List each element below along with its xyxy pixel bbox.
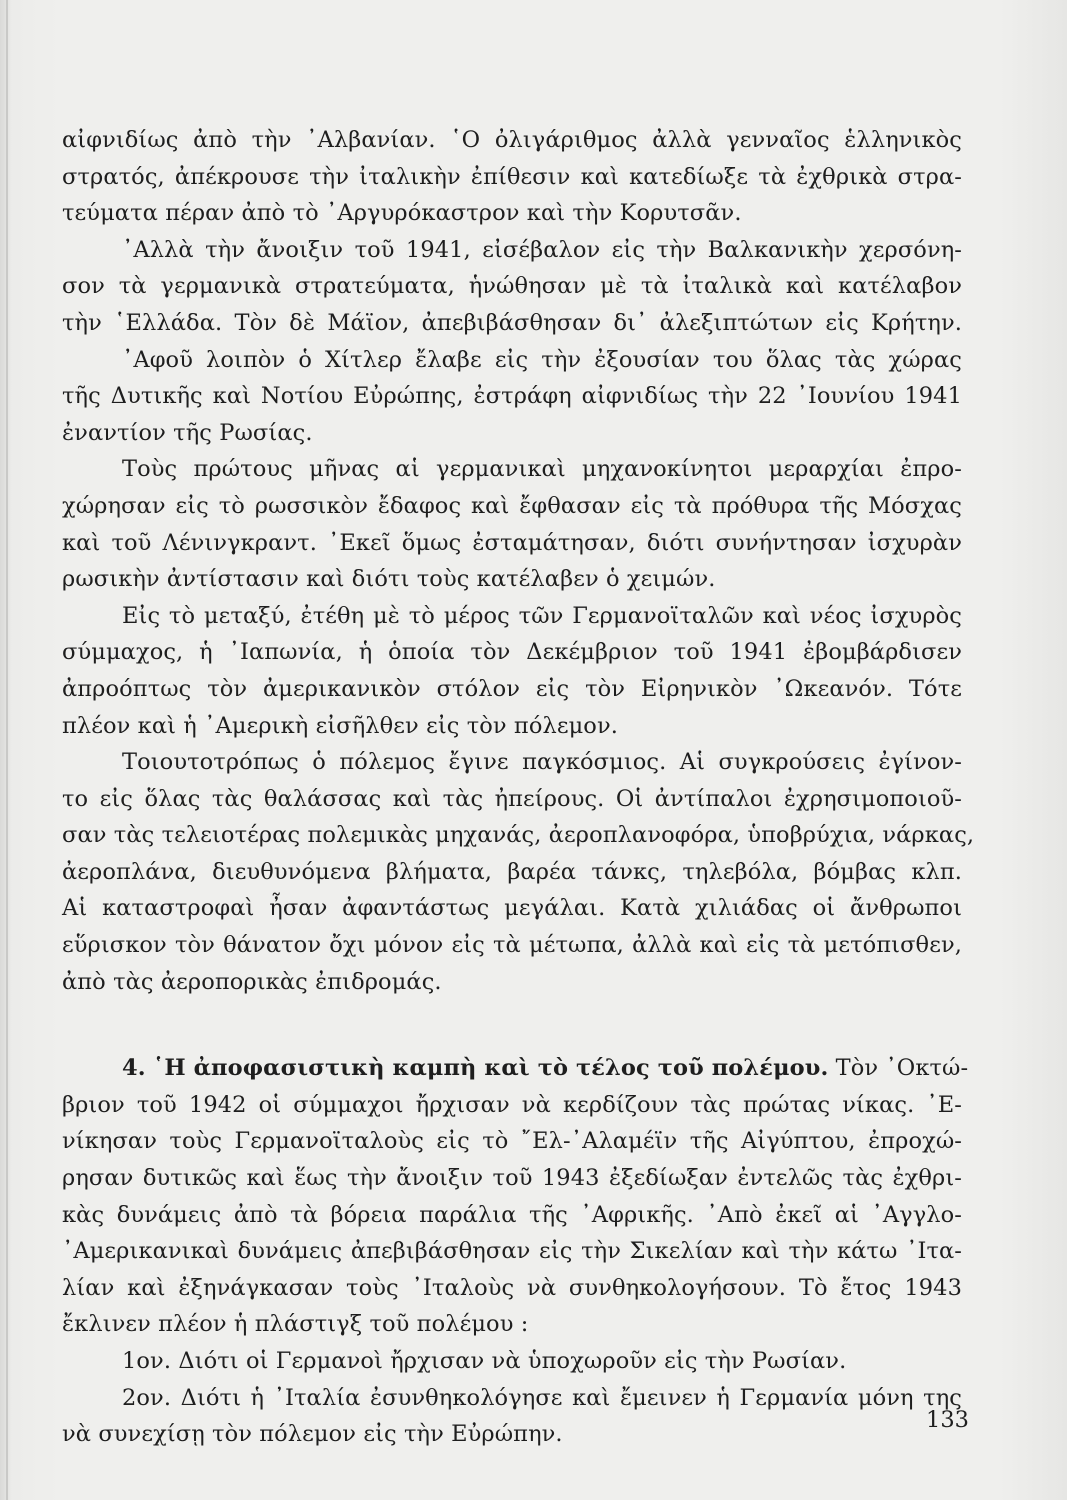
section-title: ῾Η ἀποφασιστικὴ καμπὴ καὶ τὸ τέλος τοῦ πολέμου. [152,1055,829,1082]
text-line: καὶ τοῦ Λένινγκραντ. ᾿Εκεῖ ὅμως ἐσταμάτησαν, διότι συνήντησαν ἰσχυρὰν [62,529,962,556]
text-line: τὴν ῾Ελλάδα. Τὸν δὲ Μάϊον, ἀπεβιβάσθησαν δι᾿ ἀλεξιπτώτων εἰς Κρήτην. [62,309,962,336]
text-line: σαν τὰς τελειοτέρας πολεμικὰς μηχανάς, ἀεροπλανοφόρα, ὑποβρύχια, νάρκας, [62,822,975,849]
text-line: βριον τοῦ 1942 οἱ σύμμαχοι ἤρχισαν νὰ κερδίζουν τὰς πρώτας νίκας. ᾿Ε- [62,1091,962,1118]
text-line-rest: Τὸν ᾿Οκτώ- [835,1055,969,1082]
text-line: ἀπὸ τὰς ἀεροπορικὰς ἐπιδρομάς. [62,968,442,995]
text-line: Αἱ καταστροφαὶ ἦσαν ἀφαντάστως μεγάλαι. Κατὰ χιλιάδας οἱ ἄνθρωποι [62,895,962,922]
text-line: νὰ συνεχίσῃ τὸν πόλεμον εἰς τὴν Εὐρώπην. [62,1421,563,1448]
text-line: νίκησαν τοὺς Γερμανοϊταλοὺς εἰς τὸ ῎Ελ-᾿Αλαμέϊν τῆς Αἰγύπτου, ἐπροχώ- [62,1128,962,1155]
text-line: ᾿Αμερικανικαὶ δυνάμεις ἀπεβιβάσθησαν εἰς τὴν Σικελίαν καὶ τὴν κάτω ᾿Ιτα- [62,1238,962,1265]
text-line: το εἰς ὅλας τὰς θαλάσσας καὶ τὰς ἠπείρους. Οἱ ἀντίπαλοι ἐχρησιμοποιοῦ- [62,785,962,812]
text-line: 2ον. Διότι ἡ ᾿Ιταλία ἐσυνθηκολόγησε καὶ ἔμεινεν ἡ Γερμανία μόνη της [122,1384,962,1411]
text-line: ρωσικὴν ἀντίστασιν καὶ διότι τοὺς κατέλαβεν ὁ χειμών. [62,566,716,593]
text-line: 1ον. Διότι οἱ Γερμανοὶ ἤρχισαν νὰ ὑποχωροῦν εἰς τὴν Ρωσίαν. [122,1348,847,1374]
text-line: πλέον καὶ ἡ ᾿Αμερικὴ εἰσῆλθεν εἰς τὸν πόλεμον. [62,712,618,739]
text-line: τῆς Δυτικῆς καὶ Νοτίου Εὐρώπης, ἐστράφη αἰφνιδίως τὴν 22 ᾿Ιουνίου 1941 [62,383,962,410]
text-line: ἀεροπλάνα, διευθυνόμενα βλήματα, βαρέα τάνκς, τηλεβόλα, βόμβας κλπ. [62,858,962,885]
text-line: ἔκλινεν πλέον ἡ πλάστιγξ τοῦ πολέμου : [62,1311,529,1338]
section-number: 4. [122,1055,146,1082]
text-line: στρατός, ἀπέκρουσε τὴν ἰταλικὴν ἐπίθεσιν καὶ κατεδίωξε τὰ ἐχθρικὰ στρα- [62,163,962,190]
text-line: ᾿Αλλὰ τὴν ἄνοιξιν τοῦ 1941, εἰσέβαλον εἰς τὴν Βαλκανικὴν χερσόνη- [122,236,962,263]
section-spacer [62,1000,962,1050]
section-heading-line [62,1050,969,1087]
text-line: ᾿Αφοῦ λοιπὸν ὁ Χίτλερ ἔλαβε εἰς τὴν ἐξουσίαν του ὅλας τὰς χώρας [122,346,962,373]
text-line: ἐναντίον τῆς Ρωσίας. [62,419,313,446]
text-line: κὰς δυνάμεις ἀπὸ τὰ βόρεια παράλια τῆς ᾿Αφρικῆς. ᾿Απὸ ἐκεῖ αἱ ᾿Αγγλο- [62,1201,962,1228]
text-line: ἀπροόπτως τὸν ἀμερικανικὸν στόλον εἰς τὸν Εἰρηνικὸν ᾿Ωκεανόν. Τότε [62,675,962,702]
text-line: σον τὰ γερμανικὰ στρατεύματα, ἡνώθησαν μὲ τὰ ἰταλικὰ καὶ κατέλαβον [62,273,962,300]
text-line: Εἰς τὸ μεταξύ, ἐτέθη μὲ τὸ μέρος τῶν Γερμανοϊταλῶν καὶ νέος ἰσχυρὸς [122,602,962,629]
text-line: χώρησαν εἰς τὸ ρωσσικὸν ἔδαφος καὶ ἔφθασαν εἰς τὰ πρόθυρα τῆς Μόσχας [62,492,962,519]
text-line: ρησαν δυτικῶς καὶ ἕως τὴν ἄνοιξιν τοῦ 1943 ἐξεδίωξαν ἐντελῶς τὰς ἐχθρι- [62,1165,962,1192]
body-text [62,122,975,1453]
page-gutter-edge [6,0,8,1500]
text-line: λίαν καὶ ἐξηνάγκασαν τοὺς ᾿Ιταλοὺς νὰ συνθηκολογήσουν. Τὸ ἔτος 1943 [62,1274,962,1301]
text-line: Τοὺς πρώτους μῆνας αἱ γερμανικαὶ μηχανοκίνητοι μεραρχίαι ἐπρο- [122,456,962,483]
text-line: εὕρισκον τὸν θάνατον ὄχι μόνον εἰς τὰ μέτωπα, ἀλλὰ καὶ εἰς τὰ μετόπισθεν, [62,932,962,959]
text-line: Τοιουτοτρόπως ὁ πόλεμος ἔγινε παγκόσμιος. Αἱ συγκρούσεις ἐγίνον- [122,749,962,776]
text-line: τεύματα πέραν ἀπὸ τὸ ᾿Αργυρόκαστρον καὶ τὴν Κορυτσᾶν. [62,200,742,227]
text-line: αἰφνιδίως ἀπὸ τὴν ᾿Αλβανίαν. ῾Ο ὀλιγάριθμος ἀλλὰ γενναῖος ἑλληνικὸς [62,127,962,153]
text-line: σύμμαχος, ἡ ᾿Ιαπωνία, ἡ ὁποία τὸν Δεκέμβριον τοῦ 1941 ἐβομβάρδισεν [62,639,962,666]
page-number: 133 [926,1407,969,1433]
